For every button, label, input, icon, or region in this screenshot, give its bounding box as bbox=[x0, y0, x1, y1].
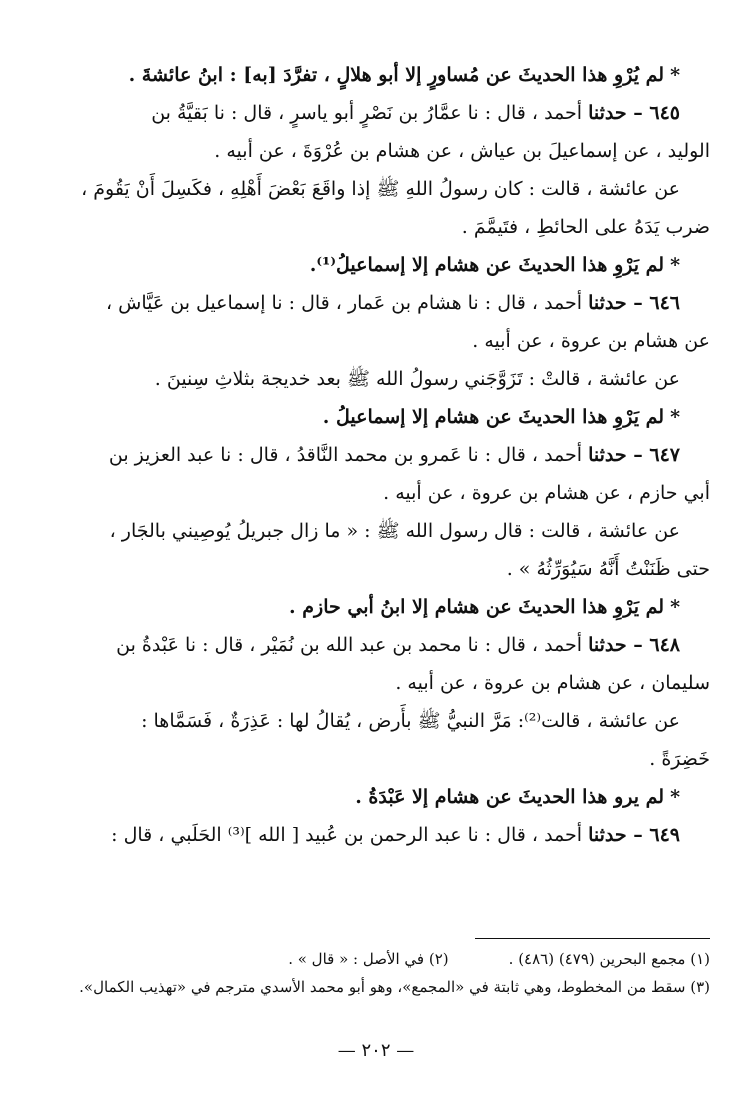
note-line bbox=[44, 588, 710, 626]
line-text: ضرب يَدَهُ على الحائطِ ، فتَيمَّمَ . bbox=[461, 216, 710, 238]
footnote-3: (٣) سقط من المخطوط، وهي ثابتة في «المجمع»، وهو أبو محمد الأسدي مترجم في «تهذيب الكمال». bbox=[79, 978, 710, 996]
line-text: عن عائشة ، قالت⁽²⁾: مَرَّ النبيُّ ﷺ بأَرض ، يُقالُ لها : عَذِرَةٌ ، فَسَمَّاها : bbox=[141, 710, 680, 732]
note-line bbox=[44, 778, 710, 816]
note-line bbox=[44, 246, 710, 284]
hadith-line bbox=[44, 626, 710, 664]
line-text: سليمان ، عن هشام بن عروة ، عن أبيه . bbox=[395, 672, 710, 694]
asterisk-icon: * bbox=[670, 254, 680, 276]
bold-text: لم يَرْوِ هذا الحديثَ عن هشام إلا إسماعيلُ . bbox=[322, 406, 665, 428]
page-number: — ٢٠٢ — bbox=[337, 1040, 415, 1061]
hadith-line bbox=[44, 284, 710, 322]
hadith-number: ٦٤٩ – حدثنا bbox=[588, 824, 680, 846]
bold-text: لم يَرْوِ هذا الحديثَ عن هشام إلا ابنُ أبي حازم . bbox=[289, 596, 665, 618]
hadith-number: ٦٤٧ – حدثنا bbox=[588, 444, 680, 466]
hadith-line bbox=[44, 474, 710, 512]
hadith-line bbox=[44, 702, 710, 740]
line-text: أحمد ، قال : نا عَمرو بن محمد النَّاقدُ ، قال : نا عبد العزيز بن bbox=[108, 444, 589, 466]
hadith-line bbox=[44, 322, 710, 360]
hadith-number: ٦٤٨ – حدثنا bbox=[588, 634, 680, 656]
line-text: أحمد ، قال : نا عبد الرحمن بن عُبيد [ الله ]⁽³⁾ الحَلَبي ، قال : bbox=[111, 824, 589, 846]
hadith-line bbox=[44, 436, 710, 474]
hadith-line bbox=[44, 208, 710, 246]
asterisk-icon: * bbox=[670, 64, 680, 86]
bold-text: لم يَرْوِ هذا الحديثَ عن هشام إلا إسماعيلُ⁽¹⁾. bbox=[309, 254, 665, 276]
line-text: أحمد ، قال : نا هشام بن عَمار ، قال : نا إسماعيل بن عَيَّاش ، bbox=[105, 292, 589, 314]
note-line bbox=[44, 398, 710, 436]
line-text: الوليد ، عن إسماعيلَ بن عياش ، عن هشام بن عُرْوَةَ ، عن أبيه . bbox=[214, 140, 710, 162]
footnote-1: (١) مجمع البحرين (٤٧٩) (٤٨٦) . bbox=[508, 950, 710, 968]
page-body bbox=[44, 56, 710, 854]
hadith-line bbox=[44, 132, 710, 170]
asterisk-icon: * bbox=[670, 596, 680, 618]
hadith-line bbox=[44, 550, 710, 588]
line-text: أحمد ، قال : نا محمد بن عبد الله بن نُمَيْر ، قال : نا عَبْدةُ بن bbox=[116, 634, 589, 656]
hadith-line bbox=[44, 816, 710, 854]
line-text: عن هشام بن عروة ، عن أبيه . bbox=[472, 330, 710, 352]
line-text: أبي حازم ، عن هشام بن عروة ، عن أبيه . bbox=[383, 482, 710, 504]
footnote-line bbox=[44, 973, 710, 1001]
footnote-line bbox=[44, 945, 710, 973]
hadith-number: ٦٤٦ – حدثنا bbox=[588, 292, 680, 314]
hadith-line bbox=[44, 170, 710, 208]
line-text: عن عائشة ، قالت : كان رسولُ اللهِ ﷺ إذا واقَعَ بَعْضَ أَهْلِهِ ، فكَسِلَ أَنْ يَقُومَ ، bbox=[81, 178, 680, 200]
note-line bbox=[44, 56, 710, 94]
asterisk-icon: * bbox=[670, 406, 680, 428]
line-text: عن عائشة ، قالت : قال رسول الله ﷺ : « ما زال جبريلُ يُوصِيني بالجَار ، bbox=[109, 520, 680, 542]
hadith-line bbox=[44, 94, 710, 132]
bold-text: لم يُرْوِ هذا الحديثَ عن مُساورٍ إلا أبو هلالٍ ، تفرَّدَ [به] : ابنُ عائشةَ . bbox=[128, 64, 665, 86]
bold-text: لم يرو هذا الحديثَ عن هشام إلا عَبْدَةُ . bbox=[355, 786, 665, 808]
footnote-2: (٢) في الأصل : « قال » . bbox=[288, 950, 449, 968]
line-text: خَضِرَةً . bbox=[649, 748, 710, 770]
line-text: حتى ظَنَنْتُ أَنَّهُ سَيُوَرِّثُهُ » . bbox=[506, 558, 710, 580]
asterisk-icon: * bbox=[670, 786, 680, 808]
line-text: عن عائشة ، قالتْ : تَزَوَّجَني رسولُ الله ﷺ بعد خديجة بثلاثِ سِنينَ . bbox=[154, 368, 680, 390]
hadith-line bbox=[44, 360, 710, 398]
hadith-line bbox=[44, 664, 710, 702]
footnotes bbox=[44, 938, 710, 1001]
line-text: أحمد ، قال : نا عمَّارُ بن نَصْرٍ أبو ياسرٍ ، قال : نا بَقيَّةُ بن bbox=[151, 102, 589, 124]
hadith-line bbox=[44, 512, 710, 550]
hadith-line bbox=[44, 740, 710, 778]
footnote-divider bbox=[475, 938, 710, 939]
hadith-number: ٦٤٥ – حدثنا bbox=[588, 102, 680, 124]
